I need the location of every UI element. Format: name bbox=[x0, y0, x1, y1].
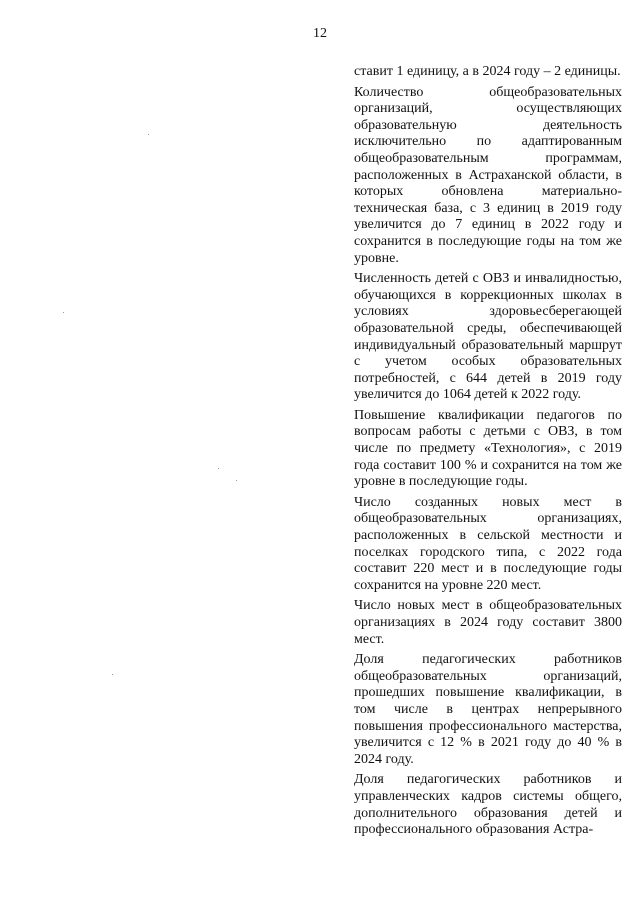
paragraph: ставит 1 единицу, а в 2024 году – 2 единицы. bbox=[354, 64, 621, 79]
scan-speck bbox=[63, 312, 64, 313]
paragraph: Повышение квалификации педагогов по вопросам работы с детьми с ОВЗ, в том числе по предмету «Технология», с 2019 года составит 100 % и сохранится на том же уровне в последующие годы. bbox=[354, 407, 622, 490]
page-number: 12 bbox=[313, 26, 327, 41]
paragraph: Доля педагогических работников и управленческих кадров системы общего, дополнительного образования детей и профессионального образования Астра- bbox=[354, 772, 622, 838]
paragraph: Доля педагогических работников общеобразовательных организаций, прошедших повышение квалификации, в том числе в центрах непрерывного повышения профессионального мастерства, увеличится с 12 % в 2021 году до 40 % в 2024 году. bbox=[354, 652, 622, 767]
paragraph: Число новых мест в общеобразовательных организациях в 2024 году составит 3800 мест. bbox=[354, 598, 622, 647]
scan-speck bbox=[148, 134, 149, 135]
scan-speck bbox=[218, 468, 219, 469]
scan-speck bbox=[236, 480, 237, 481]
paragraph: Число созданных новых мест в общеобразовательных организациях, расположенных в сельской местности и поселках городского типа, с 2022 года составит 220 мест и в последующие годы сохранится на уровне 220 мест. bbox=[354, 494, 622, 593]
paragraph: Количество общеобразовательных организаций, осуществляющих образовательную деятельность исключительно по адаптированным общеобразовательным программам, расположенных в Астраханской области, в которых обновлена материально-техническая база, с 3 единиц в 2019 году увеличится до 7 единиц в 2022 году и сохранится в последующие годы на том же уровне. bbox=[354, 84, 622, 266]
paragraph: Численность детей с ОВЗ и инвалидностью, обучающихся в коррекционных школах в условиях здоровьесберегающей образовательной среды, обеспечивающей индивидуальный образовательный маршрут с учетом особых образовательных потребностей, с 644 детей в 2019 году увеличится до 1064 детей к 2022 году. bbox=[354, 271, 622, 403]
text-column bbox=[354, 64, 622, 843]
scan-speck bbox=[112, 674, 113, 675]
